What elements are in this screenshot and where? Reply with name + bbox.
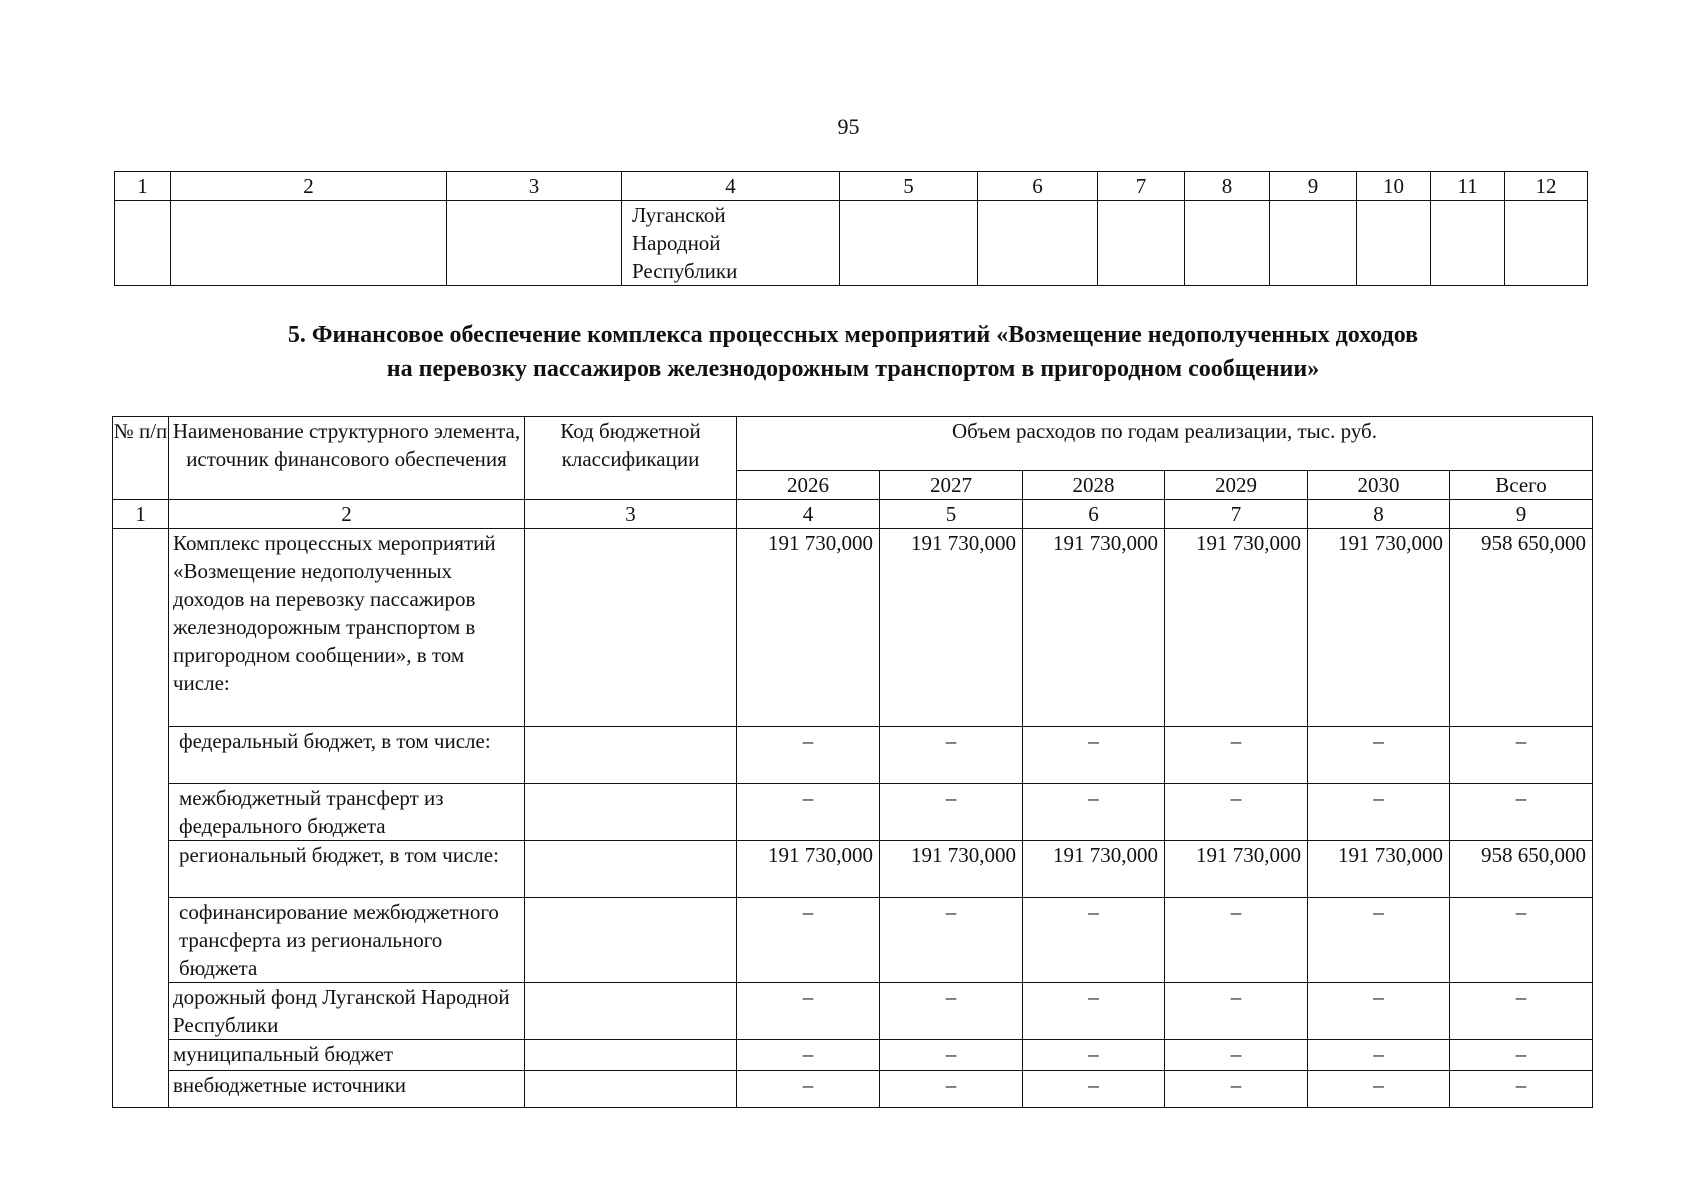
- row-value: –: [1450, 784, 1593, 841]
- row-value: 191 730,000: [1308, 529, 1450, 727]
- row-value: –: [1165, 1071, 1308, 1108]
- row-name: межбюджетный трансферт из федерального бюджета: [169, 784, 525, 841]
- row-number-cell: [113, 529, 169, 1108]
- row-value: 191 730,000: [880, 529, 1023, 727]
- row-value: –: [1450, 1071, 1593, 1108]
- continuation-table: [114, 171, 1588, 286]
- finance-table: [112, 416, 1593, 1108]
- column-number: 1: [115, 172, 171, 201]
- table-row: [113, 898, 1593, 983]
- row-value: –: [1165, 784, 1308, 841]
- header-year: 2028: [1023, 471, 1165, 500]
- header-num: № п/п: [113, 417, 169, 500]
- row-value: –: [737, 1040, 880, 1071]
- row-name: внебюджетные источники: [169, 1071, 525, 1108]
- row-value: –: [880, 983, 1023, 1040]
- row-value: –: [737, 1071, 880, 1108]
- row-value: –: [880, 727, 1023, 784]
- column-number: 4: [622, 172, 840, 201]
- column-number: 9: [1450, 500, 1593, 529]
- row-value: 958 650,000: [1450, 529, 1593, 727]
- column-number: 10: [1357, 172, 1431, 201]
- header-year: 2029: [1165, 471, 1308, 500]
- column-number: 7: [1098, 172, 1185, 201]
- row-value: 191 730,000: [880, 841, 1023, 898]
- header-year: 2030: [1308, 471, 1450, 500]
- continued-row: [115, 201, 1588, 286]
- column-number: 2: [169, 500, 525, 529]
- row-code: [525, 784, 737, 841]
- header-row: [113, 417, 1593, 471]
- row-value: –: [1308, 1040, 1450, 1071]
- section-title: [114, 318, 1592, 386]
- row-value: –: [880, 784, 1023, 841]
- row-value: 191 730,000: [1308, 841, 1450, 898]
- row-value: –: [737, 898, 880, 983]
- row-value: –: [1450, 727, 1593, 784]
- row-value: –: [1023, 898, 1165, 983]
- row-value: –: [1023, 1040, 1165, 1071]
- row-name: федеральный бюджет, в том числе:: [169, 727, 525, 784]
- column-number-row: [115, 172, 1588, 201]
- row-value: 191 730,000: [1023, 841, 1165, 898]
- continued-text-line: Луганской: [632, 203, 726, 227]
- row-value: 191 730,000: [1165, 841, 1308, 898]
- row-value: –: [737, 784, 880, 841]
- page-number: 95: [837, 114, 860, 139]
- row-value: –: [737, 727, 880, 784]
- row-value: –: [880, 1071, 1023, 1108]
- row-code: [525, 727, 737, 784]
- section-title-line: 5. Финансовое обеспечение комплекса процессных мероприятий «Возмещение недополученных доходов: [287, 322, 1419, 348]
- header-name: Наименование структурного элемента, источник финансового обеспечения: [169, 417, 525, 500]
- row-code: [525, 1071, 737, 1108]
- row-value: –: [1308, 784, 1450, 841]
- row-name: Комплекс процессных мероприятий «Возмещение недополученных доходов на перевозку пассажиров железнодорожным транспортом в пригородном сообщении», в том числе:: [169, 529, 525, 727]
- continued-text-line: Республики: [632, 259, 738, 283]
- row-value: –: [1450, 1040, 1593, 1071]
- row-value: –: [880, 1040, 1023, 1071]
- row-value: 191 730,000: [737, 529, 880, 727]
- row-value: –: [1165, 1040, 1308, 1071]
- row-value: 191 730,000: [737, 841, 880, 898]
- row-code: [525, 1040, 737, 1071]
- header-year: 2026: [737, 471, 880, 500]
- table-row: [113, 727, 1593, 784]
- column-number: 8: [1308, 500, 1450, 529]
- row-value: 191 730,000: [1023, 529, 1165, 727]
- table-row: [113, 529, 1593, 727]
- column-number: 2: [171, 172, 447, 201]
- row-value: –: [1308, 727, 1450, 784]
- header-volume: Объем расходов по годам реализации, тыс. руб.: [737, 417, 1593, 471]
- table-row: [113, 1071, 1593, 1108]
- column-number: 5: [840, 172, 978, 201]
- column-number: 11: [1431, 172, 1505, 201]
- row-value: –: [1308, 898, 1450, 983]
- row-value: –: [1450, 983, 1593, 1040]
- continued-text-cell: [622, 201, 840, 286]
- row-value: –: [1450, 898, 1593, 983]
- row-code: [525, 983, 737, 1040]
- column-number: 3: [447, 172, 622, 201]
- column-number: 8: [1185, 172, 1270, 201]
- header-total: Всего: [1450, 471, 1593, 500]
- column-number: 7: [1165, 500, 1308, 529]
- row-value: –: [1023, 983, 1165, 1040]
- row-value: –: [737, 983, 880, 1040]
- row-value: –: [1308, 983, 1450, 1040]
- row-code: [525, 898, 737, 983]
- row-name: софинансирование межбюджетного трансферта из регионального бюджета: [169, 898, 525, 983]
- header-code: Код бюджетной классификации: [525, 417, 737, 500]
- continued-text-line: Народной: [632, 231, 721, 255]
- column-number: 6: [1023, 500, 1165, 529]
- table-row: [113, 841, 1593, 898]
- column-number: 9: [1270, 172, 1357, 201]
- table-row: [113, 784, 1593, 841]
- row-value: –: [1165, 983, 1308, 1040]
- row-value: –: [1308, 1071, 1450, 1108]
- row-value: –: [1023, 784, 1165, 841]
- header-year: 2027: [880, 471, 1023, 500]
- row-value: –: [880, 898, 1023, 983]
- row-name: дорожный фонд Луганской Народной Республики: [169, 983, 525, 1040]
- row-name: муниципальный бюджет: [169, 1040, 525, 1071]
- row-code: [525, 529, 737, 727]
- column-number: 12: [1505, 172, 1588, 201]
- column-number: 3: [525, 500, 737, 529]
- section-title-line: на перевозку пассажиров железнодорожным транспортом в пригородном сообщении»: [386, 356, 1320, 382]
- row-value: –: [1023, 727, 1165, 784]
- column-number: 6: [978, 172, 1098, 201]
- row-value: –: [1023, 1071, 1165, 1108]
- column-number-row: [113, 500, 1593, 529]
- column-number: 1: [113, 500, 169, 529]
- row-value: 191 730,000: [1165, 529, 1308, 727]
- column-number: 5: [880, 500, 1023, 529]
- row-value: –: [1165, 727, 1308, 784]
- table-row: [113, 1040, 1593, 1071]
- row-code: [525, 841, 737, 898]
- row-value: –: [1165, 898, 1308, 983]
- column-number: 4: [737, 500, 880, 529]
- table-row: [113, 983, 1593, 1040]
- row-name: региональный бюджет, в том числе:: [169, 841, 525, 898]
- row-value: 958 650,000: [1450, 841, 1593, 898]
